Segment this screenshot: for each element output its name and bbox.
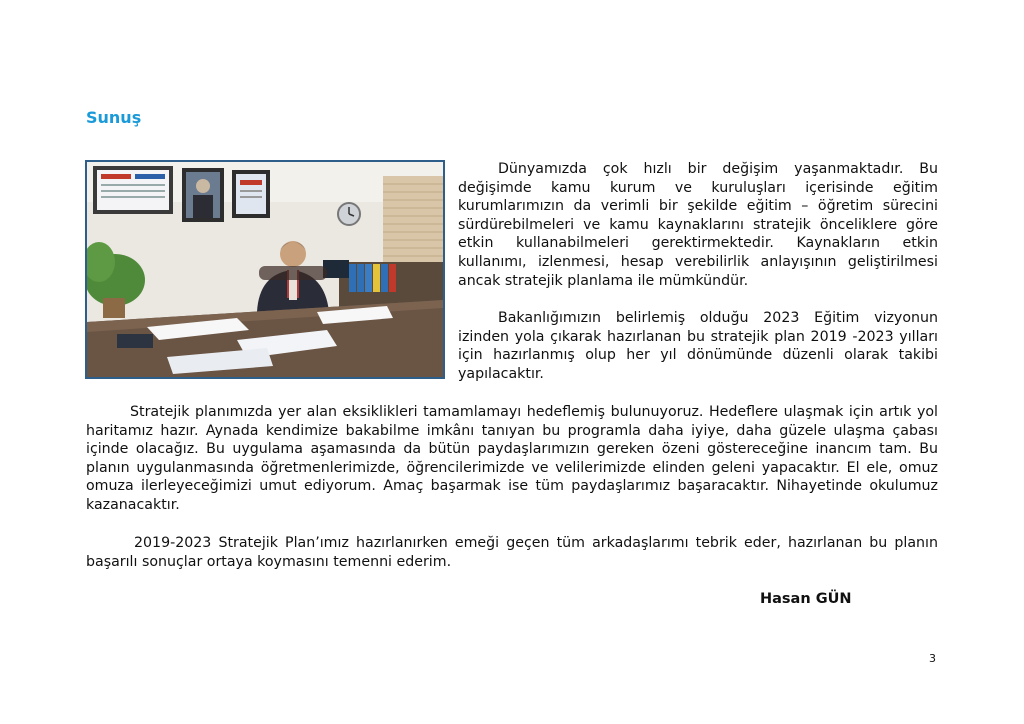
page-number: 3 bbox=[929, 652, 936, 665]
page-title: Sunuş bbox=[86, 108, 142, 127]
paragraph-1-text: Dünyamızda çok hızlı bir değişim yaşanmaktadır. Bu değişimde kamu kurum ve kuruluşları içerisinde eğitim kurumlarımızın da verimli bir şekilde eğitim – öğretim sürecini sürdürebilmeleri ve kamu kaynaklarını stratejik önceliklere göre etkin kullanabilmeleri gerektirmektedir. Kaynakların etkin kullanımı, izlenmesi, hesap verebilirlik anlayışının geliştirilmesi ancak stratejik planlama ile mümkündür. bbox=[458, 161, 938, 289]
paragraph-4-text: 2019-2023 Stratejik Plan’ımız hazırlanırken emeği geçen tüm arkadaşlarımı tebrik eder, hazırlanan bu planın başarılı sonuçlar ortaya koymasını temenni ederim. bbox=[86, 535, 938, 570]
paragraph-4 bbox=[86, 534, 938, 571]
signature: Hasan GÜN bbox=[760, 591, 852, 607]
paragraph-1 bbox=[458, 160, 938, 290]
paragraph-2 bbox=[458, 309, 938, 383]
office-photo bbox=[85, 160, 445, 379]
paragraph-3-text: Stratejik planımızda yer alan eksiklikleri tamamlamayı hedeflemiş bulunuyoruz. Hedeflere ulaşmak için artık yol haritamız hazır. Aynada kendimize bakabilme imkânı tanıyan bu programla daha iyiye, daha güzele ulaşma çabası içinde olacağız. Bu uygulama aşamasında da bütün paydaşlarımızın gereken özeni göstereceğine inancım tam. Bu planın uygulanmasında öğretmenlerimizde, öğrencilerimizde ve velilerimizde elinden geleni yapacaktır. El ele, omuz omuza ilerleyeceğimizi umut ediyorum. Amaç başarmak ise tüm paydaşlarımız başaracaktır. Nihayetinde okulumuz kazanacaktır. bbox=[86, 404, 938, 513]
paragraph-2-text: Bakanlığımızın belirlemiş olduğu 2023 Eğitim vizyonun izinden yola çıkarak hazırlanan bu stratejik plan 2019 -2023 yılları için hazırlanmış olup her yıl dönümünde düzenli olarak takibi yapılacaktır. bbox=[458, 310, 938, 382]
office-photo-illustration bbox=[87, 162, 443, 377]
paragraph-3 bbox=[86, 403, 938, 515]
